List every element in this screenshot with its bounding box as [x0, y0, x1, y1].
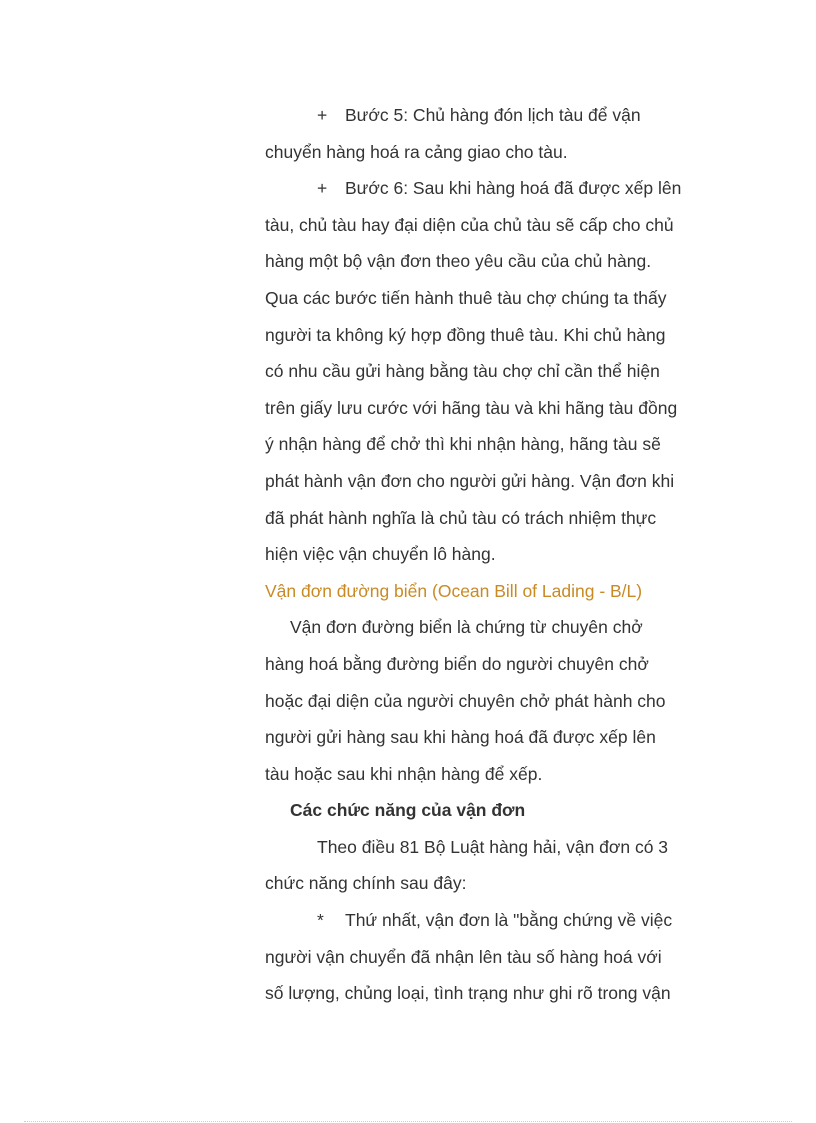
text-line: Theo điều 81 Bộ Luật hàng hải, vận đơn có 3	[317, 836, 669, 857]
section-heading: Vận đơn đường biển (Ocean Bill of Lading - B/L)	[265, 580, 643, 601]
text-line: Vận đơn đường biển là chứng từ chuyên chở	[290, 617, 643, 638]
text-line: Bước 5: Chủ hàng đón lịch tàu để vận	[345, 105, 641, 125]
step-6-line	[265, 170, 715, 207]
text-line: người gửi hàng sau khi hàng hoá đã được xếp lên	[265, 727, 656, 748]
text-line: ý nhận hàng để chở thì khi nhận hàng, hãng tàu sẽ	[265, 434, 661, 455]
plus-bullet: +	[317, 178, 328, 199]
step-5-line	[265, 97, 715, 134]
text-line: hiện việc vận chuyển lô hàng.	[265, 544, 496, 565]
document-body	[265, 97, 715, 1012]
text-line: Qua các bước tiến hành thuê tàu chợ chúng ta thấy	[265, 287, 667, 308]
text-line: chức năng chính sau đây:	[265, 873, 467, 894]
text-line: người ta không ký hợp đồng thuê tàu. Khi chủ hàng	[265, 324, 666, 345]
text-line: trên giấy lưu cước với hãng tàu và khi hãng tàu đồng	[265, 397, 678, 418]
text-line: Bước 6: Sau khi hàng hoá đã được xếp lên	[345, 178, 682, 199]
text-line: chuyển hàng hoá ra cảng giao cho tàu.	[265, 141, 568, 162]
star-bullet: *	[317, 910, 324, 931]
first-function-line	[265, 902, 715, 939]
text-line: người vận chuyển đã nhận lên tàu số hàng hoá với	[265, 946, 662, 967]
text-line: hoặc đại diện của người chuyên chở phát hành cho	[265, 690, 666, 711]
text-line: tàu, chủ tàu hay đại diện của chủ tàu sẽ cấp cho chủ	[265, 214, 674, 235]
plus-bullet: +	[317, 105, 328, 125]
text-line: Thứ nhất, vận đơn là "bằng chứng về việc	[345, 910, 673, 931]
text-line: số lượng, chủng loại, tình trạng như ghi rõ trong vận	[265, 983, 671, 1004]
text-line: hàng một bộ vận đơn theo yêu cầu của chủ hàng.	[265, 251, 652, 272]
sub-heading: Các chức năng của vận đơn	[290, 800, 526, 821]
text-line: phát hành vận đơn cho người gửi hàng. Vận đơn khi	[265, 470, 675, 491]
text-line: đã phát hành nghĩa là chủ tàu có trách nhiệm thực	[265, 507, 657, 528]
text-line: có nhu cầu gửi hàng bằng tàu chợ chỉ cần thể hiện	[265, 361, 660, 382]
text-line: hàng hoá bằng đường biển do người chuyên chở	[265, 653, 649, 674]
text-line: tàu hoặc sau khi nhận hàng để xếp.	[265, 763, 543, 784]
footer-divider	[24, 1121, 792, 1122]
